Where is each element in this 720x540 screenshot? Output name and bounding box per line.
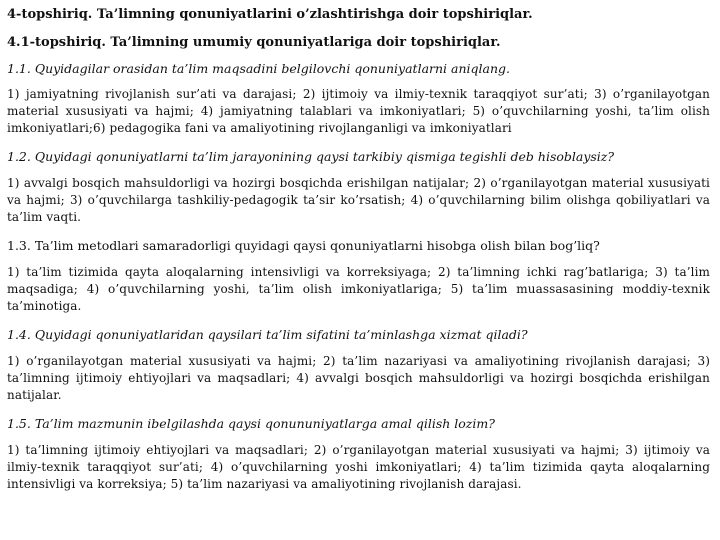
sub-heading: 4.1-topshiriq. Ta’limning umumiy qonuniyatlariga doir topshiriqlar. [7, 35, 501, 50]
question-1-3: 1.3. Ta’lim metodlari samaradorligi quyidagi qaysi qonuniyatlarni hisobga olish bilan bog’liq? [7, 238, 600, 253]
answer-1-5: 1) ta’limning ijtimoiy ehtiyojlari va maqsadlari; 2) o’rganilayotgan material xususiyati va hajmi; 3) ijtimoiy va ilmiy-texnik taraqqiyot sur’ati; 4) o’quvchilarning yoshi imkoniyatlari; 4) ta’lim tizimida qayta aloqalarning intensivligi va korreksiya; 5) ta’lim nazariyasi va amaliyotining rivojlanish darajasi. [7, 443, 710, 491]
question-1-2: 1.2. Quyidagi qonuniyatlarni ta’lim jarayonining qaysi tarkibiy qismiga tegishli deb hisoblaysiz? [7, 149, 615, 164]
answer-1-3: 1) ta’lim tizimida qayta aloqalarning intensivligi va korreksiyaga; 2) ta’limning ichki rag’batlariga; 3) ta’lim maqsadiga; 4) o’quvchilarning yoshi, ta’lim olish imkoniyatlariga; 5) ta’lim muassasasining moddiy-texnik ta’minotiga. [7, 265, 710, 313]
answer-1-1: 1) jamiyatning rivojlanish sur’ati va darajasi; 2) ijtimoiy va ilmiy-texnik taraqqiyot sur’ati; 3) o’rganilayotgan material xususiyati va hajmi; 4) jamiyatning talablari va imkoniyatlari; 5) o’quvchilarning yoshi, ta’lim olish imkoniyatlari;6) pedagogika fani va amaliyotining rivojlanganligi va imkoniyatlari [7, 87, 710, 135]
question-1-4: 1.4. Quyidagi qonuniyatlaridan qaysilari ta’lim sifatini ta’minlashga xizmat qiladi? [7, 327, 528, 342]
question-1-1: 1.1. Quyidagilar orasidan ta’lim maqsadini belgilovchi qonuniyatlarni aniqlang. [7, 61, 510, 76]
answer-1-2: 1) avvalgi bosqich mahsuldorligi va hozirgi bosqichda erishilgan natijalar; 2) o’rganilayotgan material xususiyati va hajmi; 3) o’quvchilarga tashkiliy-pedagogik ta’sir ko’rsatish; 4) o’quvchilarning bilim olishga qobiliyatlari va ta’lim vaqti. [7, 176, 710, 224]
question-1-5: 1.5. Ta’lim mazmunin ibelgilashda qaysi qonununiyatlarga amal qilish lozim? [7, 416, 495, 431]
main-heading: 4-topshiriq. Ta’limning qonuniyatlarini o’zlashtirishga doir topshiriqlar. [7, 7, 533, 22]
answer-1-4: 1) o’rganilayotgan material xususiyati va hajmi; 2) ta’lim nazariyasi va amaliyotining rivojlanish darajasi; 3) ta’limning ijtimoiy ehtiyojlari va maqsadlari; 4) avvalgi bosqich mahsuldorligi va hozirgi bosqichda erishilgan natijalar. [7, 354, 710, 402]
